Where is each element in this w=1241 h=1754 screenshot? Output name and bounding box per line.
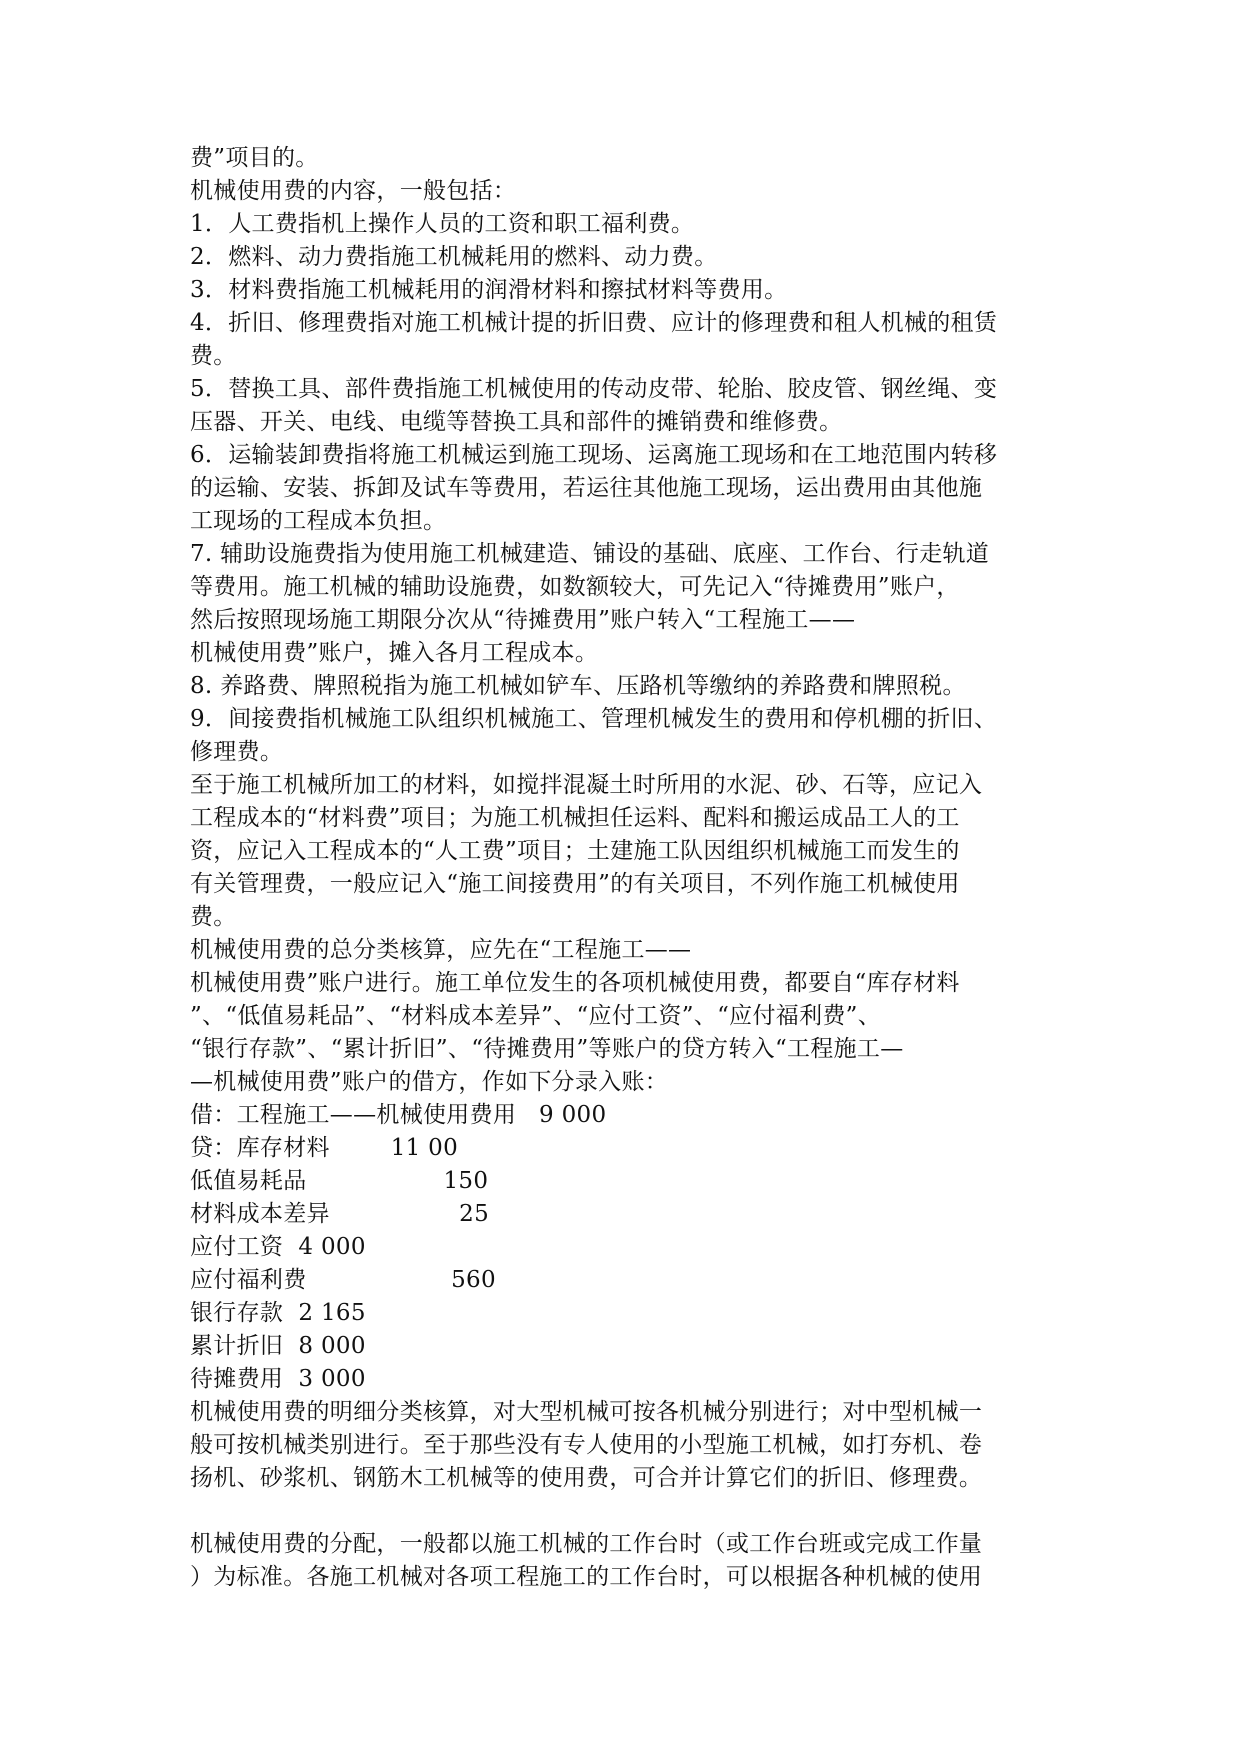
- text-line: 8. 养路费、牌照税指为施工机械如铲车、压路机等缴纳的养路费和牌照税。: [190, 673, 966, 699]
- text-line: 机械使用费的内容，一般包括：: [190, 178, 517, 204]
- journal-entry-line: 待摊费用 3 000: [190, 1366, 366, 1392]
- journal-entry-line: 材料成本差异 25: [190, 1201, 490, 1227]
- text-line: 7. 辅助设施费指为使用施工机械建造、铺设的基础、底座、工作台、行走轨道: [190, 541, 990, 567]
- text-line: 般可按机械类别进行。至于那些没有专人使用的小型施工机械，如打夯机、卷: [190, 1432, 983, 1458]
- journal-entry-line: 借：工程施工——机械使用费用 9 000: [190, 1102, 607, 1128]
- text-line: 资，应记入工程成本的“人工费”项目；土建施工队因组织机械施工而发生的: [190, 838, 960, 864]
- text-line: 2．燃料、动力费指施工机械耗用的燃料、动力费。: [190, 244, 718, 270]
- text-line: 机械使用费的总分类核算，应先在“工程施工——: [190, 937, 692, 963]
- text-line: 修理费。: [190, 739, 284, 765]
- text-line: 9．间接费指机械施工队组织机械施工、管理机械发生的费用和停机棚的折旧、: [190, 706, 998, 732]
- text-line: 有关管理费，一般应记入“施工间接费用”的有关项目，不列作施工机械使用: [190, 871, 960, 897]
- text-line: “银行存款”、“累计折旧”、“待摊费用”等账户的贷方转入“工程施工—: [190, 1036, 904, 1062]
- text-line: 等费用。施工机械的辅助设施费，如数额较大，可先记入“待摊费用”账户，: [190, 574, 960, 600]
- text-line: 工程成本的“材料费”项目；为施工机械担任运料、配料和搬运成品工人的工: [190, 805, 960, 831]
- text-line: 机械使用费”账户进行。施工单位发生的各项机械使用费，都要自“库存材料: [190, 970, 960, 996]
- text-line: 压器、开关、电线、电缆等替换工具和部件的摊销费和维修费。: [190, 409, 843, 435]
- journal-entry-line: 应付工资 4 000: [190, 1234, 366, 1260]
- text-line: 5．替换工具、部件费指施工机械使用的传动皮带、轮胎、胶皮管、钢丝绳、变: [190, 376, 998, 402]
- text-line: 机械使用费”账户，摊入各月工程成本。: [190, 640, 599, 666]
- text-line: 机械使用费的分配，一般都以施工机械的工作台时（或工作台班或完成工作量: [190, 1531, 983, 1557]
- text-line: 工现场的工程成本负担。: [190, 508, 447, 534]
- text-line: 费。: [190, 343, 237, 369]
- text-line: 1．人工费指机上操作人员的工资和职工福利费。: [190, 211, 695, 237]
- text-line: —机械使用费”账户的借方，作如下分录入账：: [190, 1069, 669, 1095]
- document-body: [190, 142, 1050, 1594]
- journal-entry-line: 贷：库存材料 11 00: [190, 1135, 459, 1161]
- text-line: 6．运输装卸费指将施工机械运到施工现场、运离施工现场和在工地范围内转移: [190, 442, 998, 468]
- text-line: ）为标准。各施工机械对各项工程施工的工作台时，可以根据各种机械的使用: [190, 1564, 983, 1590]
- text-line: 扬机、砂浆机、钢筋木工机械等的使用费，可合并计算它们的折旧、修理费。: [190, 1465, 983, 1491]
- journal-entry-line: 低值易耗品 150: [190, 1168, 489, 1194]
- journal-entry-line: 累计折旧 8 000: [190, 1333, 366, 1359]
- text-line: 费”项目的。: [190, 145, 319, 171]
- text-line: 至于施工机械所加工的材料，如搅拌混凝土时所用的水泥、砂、石等，应记入: [190, 772, 983, 798]
- text-line: 机械使用费的明细分类核算，对大型机械可按各机械分别进行；对中型机械一: [190, 1399, 983, 1425]
- text-line: 3．材料费指施工机械耗用的润滑材料和擦拭材料等费用。: [190, 277, 788, 303]
- paragraph-gap: [190, 1495, 1050, 1528]
- text-line: 费。: [190, 904, 237, 930]
- text-line: ”、“低值易耗品”、“材料成本差异”、“应付工资”、“应付福利费”、: [190, 1003, 882, 1029]
- journal-entry-line: 银行存款 2 165: [190, 1300, 366, 1326]
- text-line: 的运输、安装、拆卸及试车等费用，若运往其他施工现场，运出费用由其他施: [190, 475, 983, 501]
- text-line: 然后按照现场施工期限分次从“待摊费用”账户转入“工程施工——: [190, 607, 856, 633]
- journal-entry-line: 应付福利费 560: [190, 1267, 496, 1293]
- text-line: 4．折旧、修理费指对施工机械计提的折旧费、应计的修理费和租人机械的租赁: [190, 310, 998, 336]
